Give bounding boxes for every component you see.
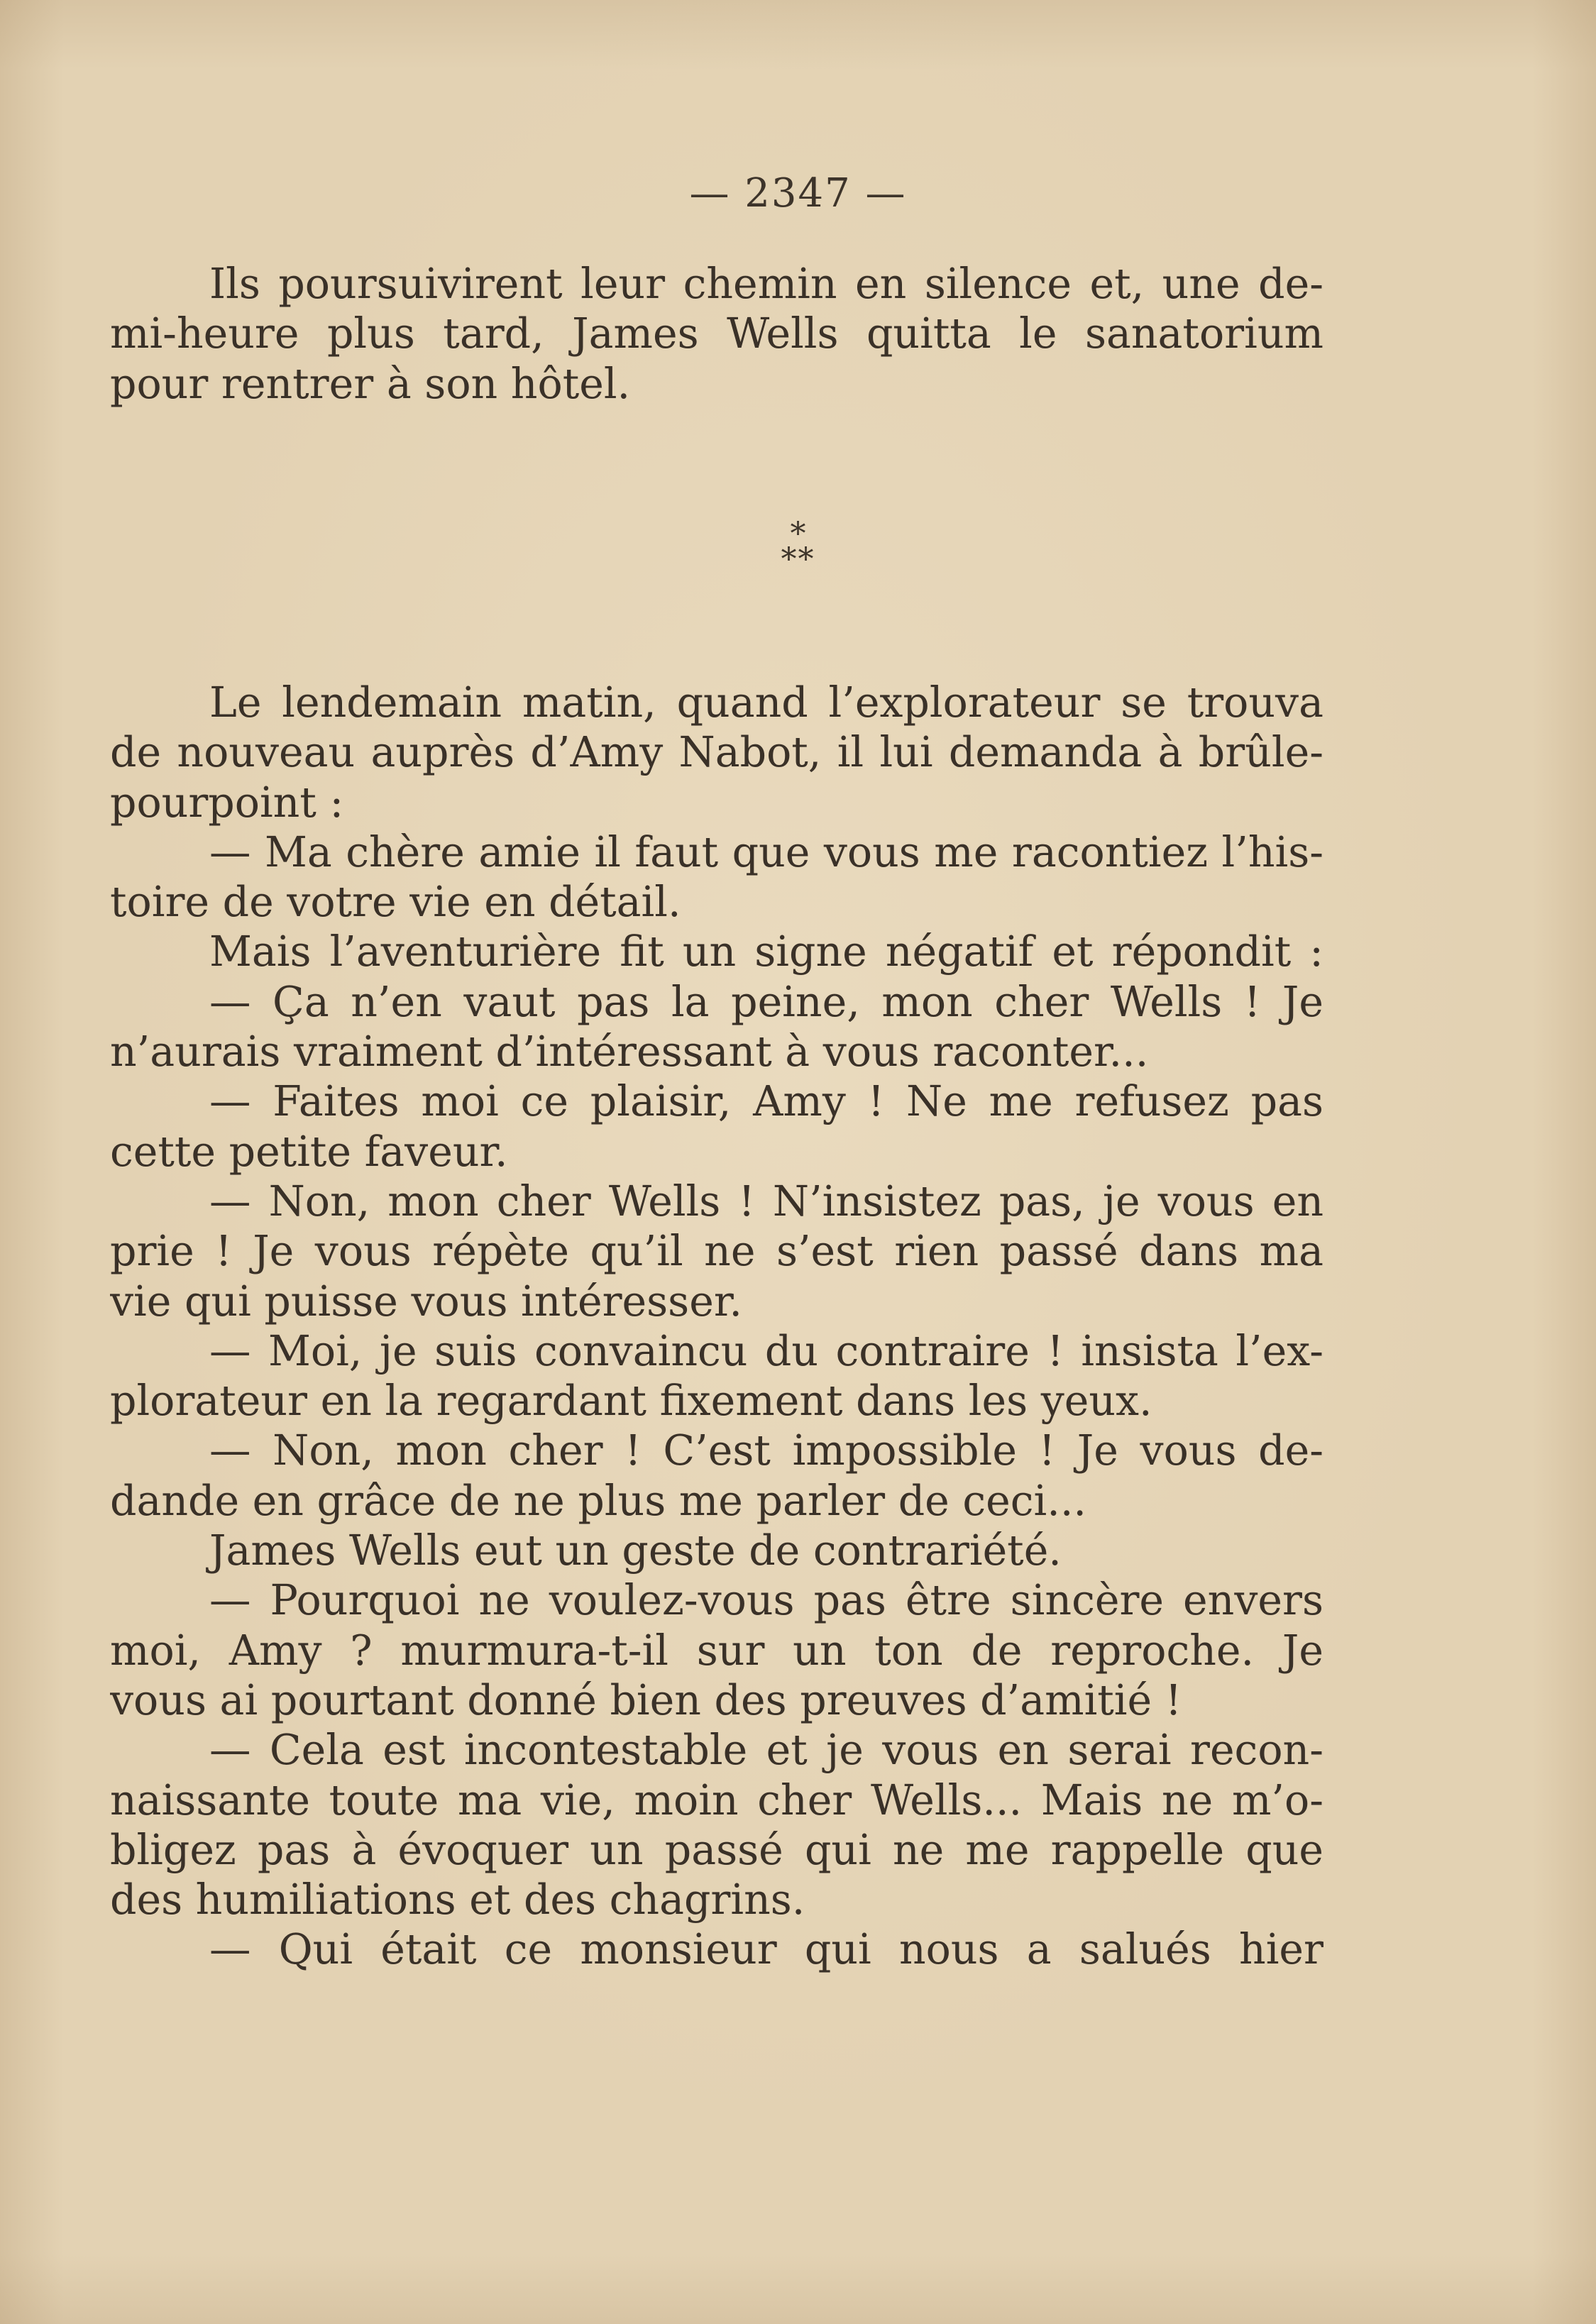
- section-separator: [0, 516, 1596, 578]
- text-line: mi-heure plus tard, James Wells quitta le sanatorium: [110, 309, 1323, 358]
- text-line: toire de votre vie en détail.: [110, 878, 681, 927]
- page-number: — 2347 —: [689, 170, 907, 216]
- text-line: des humiliations et des chagrins.: [110, 1876, 805, 1924]
- separator-star-top: *: [790, 516, 806, 552]
- text-line: — Ma chère amie il faut que vous me racontiez l’his-: [209, 827, 1323, 876]
- separator-star-bottom: **: [781, 541, 815, 578]
- text-line: — Pourquoi ne voulez-vous pas être sincère envers: [209, 1576, 1323, 1625]
- paragraph-opening: [110, 259, 1323, 409]
- text-line: Le lendemain matin, quand l’explorateur se trouva: [209, 678, 1323, 727]
- text-line: cette petite faveur.: [110, 1127, 508, 1176]
- text-line: — Qui était ce monsieur qui nous a salués hier: [209, 1925, 1323, 1974]
- text-line: — Faites moi ce plaisir, Amy ! Ne me refusez pas: [209, 1077, 1323, 1126]
- text-line: — Non, mon cher Wells ! N’insistez pas, je vous en: [209, 1177, 1323, 1226]
- text-line: de nouveau auprès d’Amy Nabot, il lui demanda à brûle-: [110, 728, 1323, 777]
- text-line: — Moi, je suis convaincu du contraire ! insista l’ex-: [209, 1326, 1323, 1375]
- text-line: pour rentrer à son hôtel.: [110, 359, 631, 408]
- text-line: naissante toute ma vie, moin cher Wells... Mais ne m’o-: [110, 1775, 1323, 1824]
- text-line: Ils poursuivirent leur chemin en silence et, une de-: [209, 260, 1323, 308]
- text-line: moi, Amy ? murmura-t-il sur un ton de reproche. Je: [110, 1626, 1323, 1675]
- text-line: vous ai pourtant donné bien des preuves d’amitié !: [110, 1675, 1182, 1724]
- text-line: n’aurais vraiment d’intéressant à vous raconter...: [110, 1028, 1149, 1076]
- text-line: vie qui puisse vous intéresser.: [110, 1277, 742, 1326]
- text-line: — Non, mon cher ! C’est impossible ! Je vous de-: [209, 1426, 1323, 1475]
- dialogue-section: [110, 678, 1323, 1975]
- text-line: pourpoint :: [110, 778, 344, 827]
- text-line: Mais l’aventurière fit un signe négatif et répondit :: [209, 927, 1323, 976]
- text-line: James Wells eut un geste de contrariété.: [209, 1526, 1062, 1575]
- text-line: bligez pas à évoquer un passé qui ne me rappelle que: [110, 1825, 1323, 1874]
- text-line: plorateur en la regardant fixement dans les yeux.: [110, 1377, 1152, 1426]
- text-line: dande en grâce de ne plus me parler de ceci...: [110, 1476, 1087, 1525]
- text-line: — Ça n’en vaut pas la peine, mon cher Wells ! Je: [209, 977, 1323, 1026]
- text-line: — Cela est incontestable et je vous en serai recon-: [209, 1726, 1323, 1775]
- text-line: prie ! Je vous répète qu’il ne s’est rien passé dans ma: [110, 1227, 1323, 1276]
